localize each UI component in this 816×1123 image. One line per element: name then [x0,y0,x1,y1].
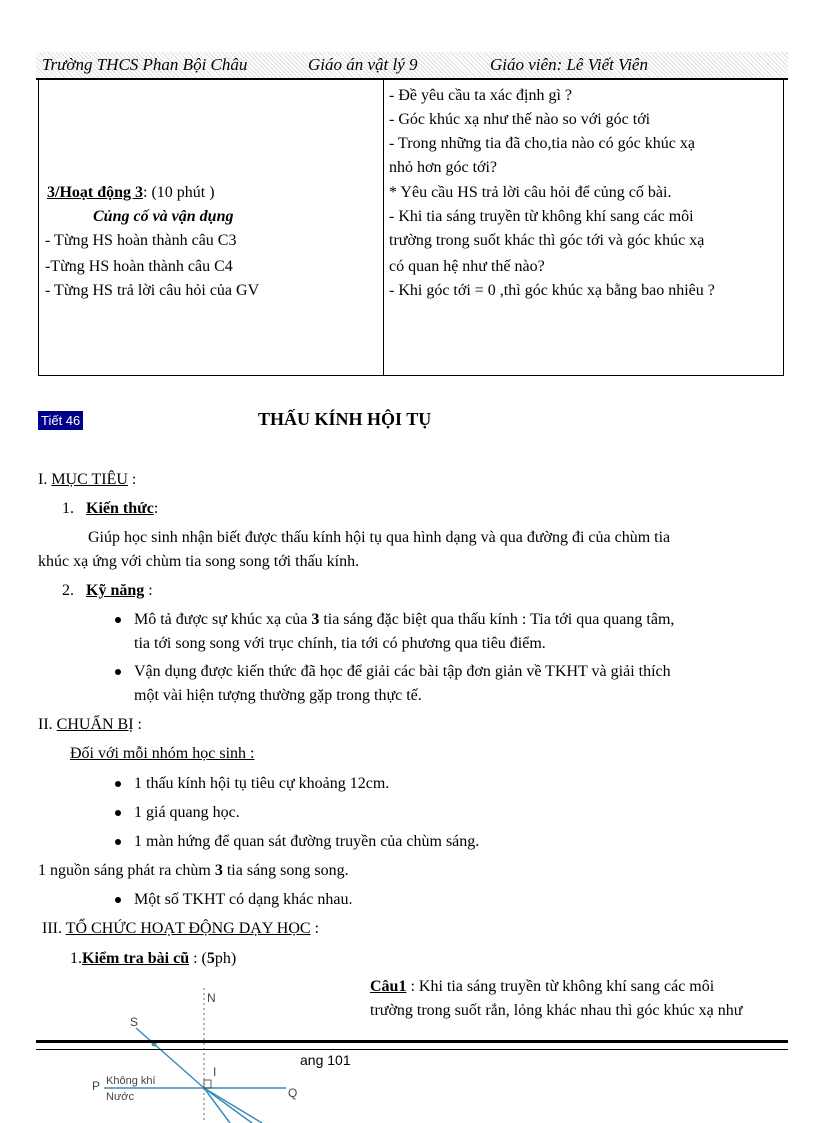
section-2-tail: : [133,716,142,733]
text-run: 1 nguồn sáng phát ra chùm [38,862,215,879]
activity-title: 3/Hoạt động 3 [47,184,144,201]
text-run: 3 [214,862,223,879]
section-1-number: I. [38,471,48,488]
activity-heading [47,182,215,204]
section-2-heading [38,714,142,736]
bullet-dot [115,897,121,903]
paragraph-line: Giúp học sinh nhận biết được thấu kính hội tụ qua hình dạng và qua đường đi của chùm tia [88,529,671,546]
review-title: Kiểm tra bài cũ [82,950,190,967]
section-1-title: MỤC TIÊU [51,471,128,488]
table-divider [383,79,384,375]
footer-rule [36,1040,788,1050]
text-run: 5 [206,950,215,967]
right-line: - Góc khúc xạ như thế nào so với góc tới [389,111,651,128]
label-S: S [130,1015,139,1029]
right-line: - Khi góc tới = 0 ,thì góc khúc xạ bằng bao nhiêu ? [389,282,715,299]
subsection-tail: : [153,500,159,517]
lesson-title: THẤU KÍNH HỘI TỤ [258,409,432,429]
paragraph-line: tia tới song song với trục chính, tia tới có phương qua tiêu điểm. [134,635,546,652]
page-number: ang 101 [296,1052,355,1068]
prep-extra [38,860,349,882]
review-heading [70,948,236,970]
subsection-title: Kiến thức [86,500,154,517]
subsection-number: 2. [62,582,74,599]
skill-bullet-2: Vận dụng được kiến thức đã học để giải các bài tập đơn giản về TKHT và giải thích [134,663,671,680]
bullet-dot [115,669,121,675]
group-subheading [70,743,254,765]
question-text: : Khi tia sáng truyền từ không khí sang các môi [406,978,715,995]
left-item: - Từng HS trả lời câu hỏi của GV [45,282,260,299]
label-Q: Q [288,1086,298,1100]
subsection-knowledge [62,498,158,520]
section-1-heading [38,469,136,491]
subsection-title: Kỹ năng [86,582,145,599]
right-line: - Trong những tia đã cho,tia nào có góc khúc xạ [389,135,695,152]
label-water: Nước [106,1091,135,1103]
prep-item: 1 giá quang học. [134,804,240,821]
subsection-skills [62,580,153,602]
paragraph-line: khúc xạ ứng với chùm tia song song tới thấu kính. [38,553,360,570]
text-run: tia sáng song song. [222,862,349,879]
refracted-ray [204,1088,252,1123]
right-angle-mark [204,1080,211,1088]
subsection-tail: : [144,582,153,599]
refracted-ray [204,1088,262,1123]
review-number: 1. [70,950,82,967]
bullet-dot [115,617,121,623]
text-run: : ( [189,950,207,967]
group-subheading-tail: : [246,745,255,762]
text-run: ph) [214,950,237,967]
bullet-dot [115,839,121,845]
left-item: - Từng HS hoàn thành câu C3 [45,232,237,249]
right-line: nhỏ hơn góc tới? [389,159,498,176]
left-item: -Từng HS hoàn thành câu C4 [45,258,233,275]
prep-item: 1 thấu kính hội tụ tiêu cự khoảng 12cm. [134,775,390,792]
prep-item: 1 màn hứng để quan sát đường truyền của chùm sáng. [134,833,480,850]
right-line: * Yêu cầu HS trả lời câu hỏi để củng cố bài. [389,184,672,201]
refracted-ray [204,1088,230,1123]
question-1-line [370,976,714,998]
right-line: - Khi tia sáng truyền từ không khí sang các môi [389,208,694,225]
subsection-number: 1. [62,500,74,517]
header-subject: Giáo án vật lý 9 [308,55,418,74]
right-line: trường trong suốt khác thì góc tới và góc khúc xạ [389,232,705,249]
label-air: Không khí [106,1075,156,1087]
section-3-title: TỔ CHỨC HOẠT ĐỘNG DẠY HỌC [65,920,311,937]
section-3-heading [42,918,319,940]
skill-bullet-1 [134,609,674,631]
bullet-dot [115,810,121,816]
label-I: I [213,1065,217,1079]
refraction-diagram [80,984,320,1123]
page-header [36,52,788,80]
question-1-line-2: trường trong suốt rắn, lỏng khác nhau thì góc khúc xạ như [370,1002,743,1019]
section-1-tail: : [127,471,137,488]
text-run: Mô tả được sự khúc xạ của [134,611,312,628]
header-school: Trường THCS Phan Bội Châu [42,55,248,74]
right-line: - Đề yêu cầu ta xác định gì ? [389,87,573,104]
paragraph-line: một vài hiện tượng thường gặp trong thực tế. [134,687,422,704]
section-2-number: II. [38,716,53,733]
prep-item: Một số TKHT có dạng khác nhau. [134,891,353,908]
question-label: Câu1 [370,978,407,995]
section-3-number: III. [42,920,62,937]
lesson-tag: Tiết 46 [38,411,83,430]
section-3-tail: : [310,920,320,937]
header-teacher: Giáo viên: Lê Viết Viên [490,55,648,74]
right-line: có quan hệ như thế nào? [389,258,545,275]
activity-subtitle: Củng cố và vận dụng [93,208,234,225]
group-subheading-text: Đối với mỗi nhóm học sinh [70,745,247,762]
activity-time: : (10 phút ) [143,184,215,201]
label-P: P [92,1079,101,1093]
section-2-title: CHUẨN BỊ [56,716,134,733]
text-run: 3 [311,611,320,628]
text-run: tia sáng đặc biệt qua thấu kính : Tia tới qua quang tâm, [319,611,675,628]
activity-table [38,79,784,376]
bullet-dot [115,781,121,787]
label-N: N [207,991,216,1005]
